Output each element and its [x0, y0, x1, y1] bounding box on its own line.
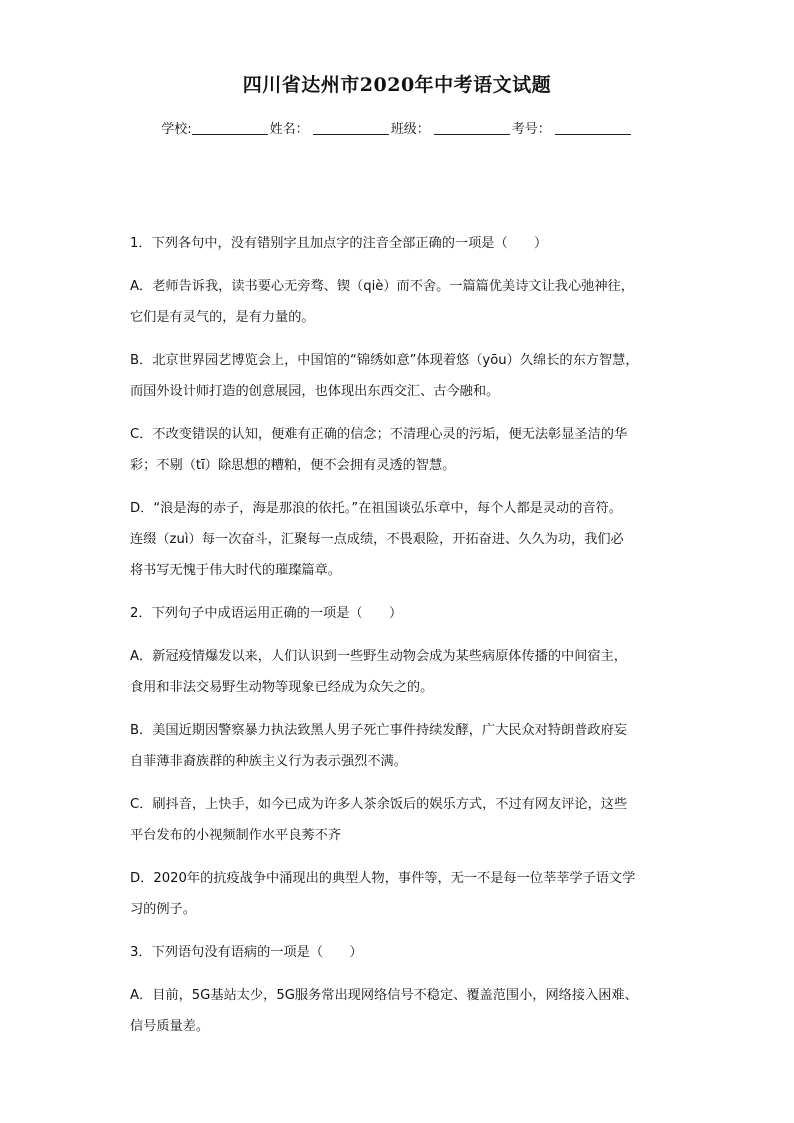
question-3-stem: 3．下列语句没有语病的一项是（ ） [130, 945, 363, 960]
question-2-option-b [130, 715, 670, 777]
option-line: D．2020年的抗疫战争中涌现出的典型人物，事件等，无一不是每一位莘莘学子语文学 [130, 871, 636, 886]
option-line: 信号质量差。 [130, 1019, 210, 1034]
option-line: 食用和非法交易野生动物等现象已经成为众矢之的。 [130, 680, 434, 695]
question-1-option-d [130, 493, 670, 586]
option-line: B．北京世界园艺博览会上，中国馆的“锦绣如意”体现着悠（yōu）久绵长的东方智慧， [130, 353, 639, 368]
question-3-option-a [130, 980, 670, 1042]
question-1-option-a [130, 271, 670, 333]
question-2-option-d [130, 863, 670, 925]
question-2-stem: 2．下列句子中成语运用正确的一项是（ ） [130, 606, 403, 621]
option-line: D．“浪是海的赤子，海是那浪的依托。”在祖国谈弘乐章中，每个人都是灵动的音符。 [130, 501, 622, 516]
option-line: A．目前，5G基站太少，5G服务常出现网络信号不稳定、覆盖范围小，网络接入困难、 [130, 988, 638, 1003]
question-2-option-c [130, 789, 670, 851]
student-info-line [0, 118, 794, 137]
option-line: A．新冠疫情爆发以来，人们认识到一些野生动物会成为某些病原体传播的中间宿主， [130, 649, 627, 664]
number-blank [555, 120, 631, 135]
option-line: C．刷抖音，上快手，如今已成为许多人茶余饭后的娱乐方式，不过有网友评论，这些 [130, 797, 628, 812]
question-1-option-c [130, 419, 670, 481]
option-line: 习的例子。 [130, 902, 196, 917]
name-label: 姓名： [269, 122, 309, 137]
option-line: B．美国近期因警察暴力执法致黑人男子死亡事件持续发酵，广大民众对特朗普政府妄 [130, 723, 627, 738]
class-blank [434, 120, 510, 135]
option-line: 而国外设计师打造的创意展园，也体现出东西交汇、古今融和。 [130, 384, 500, 399]
question-list [130, 228, 670, 1054]
question-1-option-b [130, 345, 670, 407]
question-1-stem: 1．下列各句中，没有错别字且加点字的注音全部正确的一项是（ ） [130, 236, 548, 251]
option-line: 将书写无愧于伟大时代的璀璨篇章。 [130, 563, 341, 578]
school-label: 学校: [161, 122, 192, 137]
option-line: 连缀（zuì）每一次奋斗，汇聚每一点成绩，不畏艰险，开拓奋进、久久为功，我们必 [130, 532, 624, 547]
option-line: 自菲薄非裔族群的种族主义行为表示强烈不满。 [130, 754, 407, 769]
option-line: C．不改变错误的认知，便难有正确的信念；不清理心灵的污垢，便无法彰显圣洁的华 [130, 427, 628, 442]
option-line: 平台发布的小视频制作水平良莠不齐 [130, 828, 341, 843]
option-line: 彩；不剔（tī）除思想的糟粕，便不会拥有灵透的智慧。 [130, 458, 456, 473]
number-label: 考号： [511, 122, 551, 137]
question-2-option-a [130, 641, 670, 703]
option-line: 它们是有灵气的，是有力量的。 [130, 310, 315, 325]
document-title: 四川省达州市2020年中考语文试题 [242, 74, 552, 96]
name-blank [313, 120, 389, 135]
option-line: A．老师告诉我，读书要心无旁骛、锲（qiè）而不舍。一篇篇优美诗文让我心弛神往， [130, 279, 634, 294]
school-blank [192, 120, 268, 135]
class-label: 班级： [390, 122, 430, 137]
